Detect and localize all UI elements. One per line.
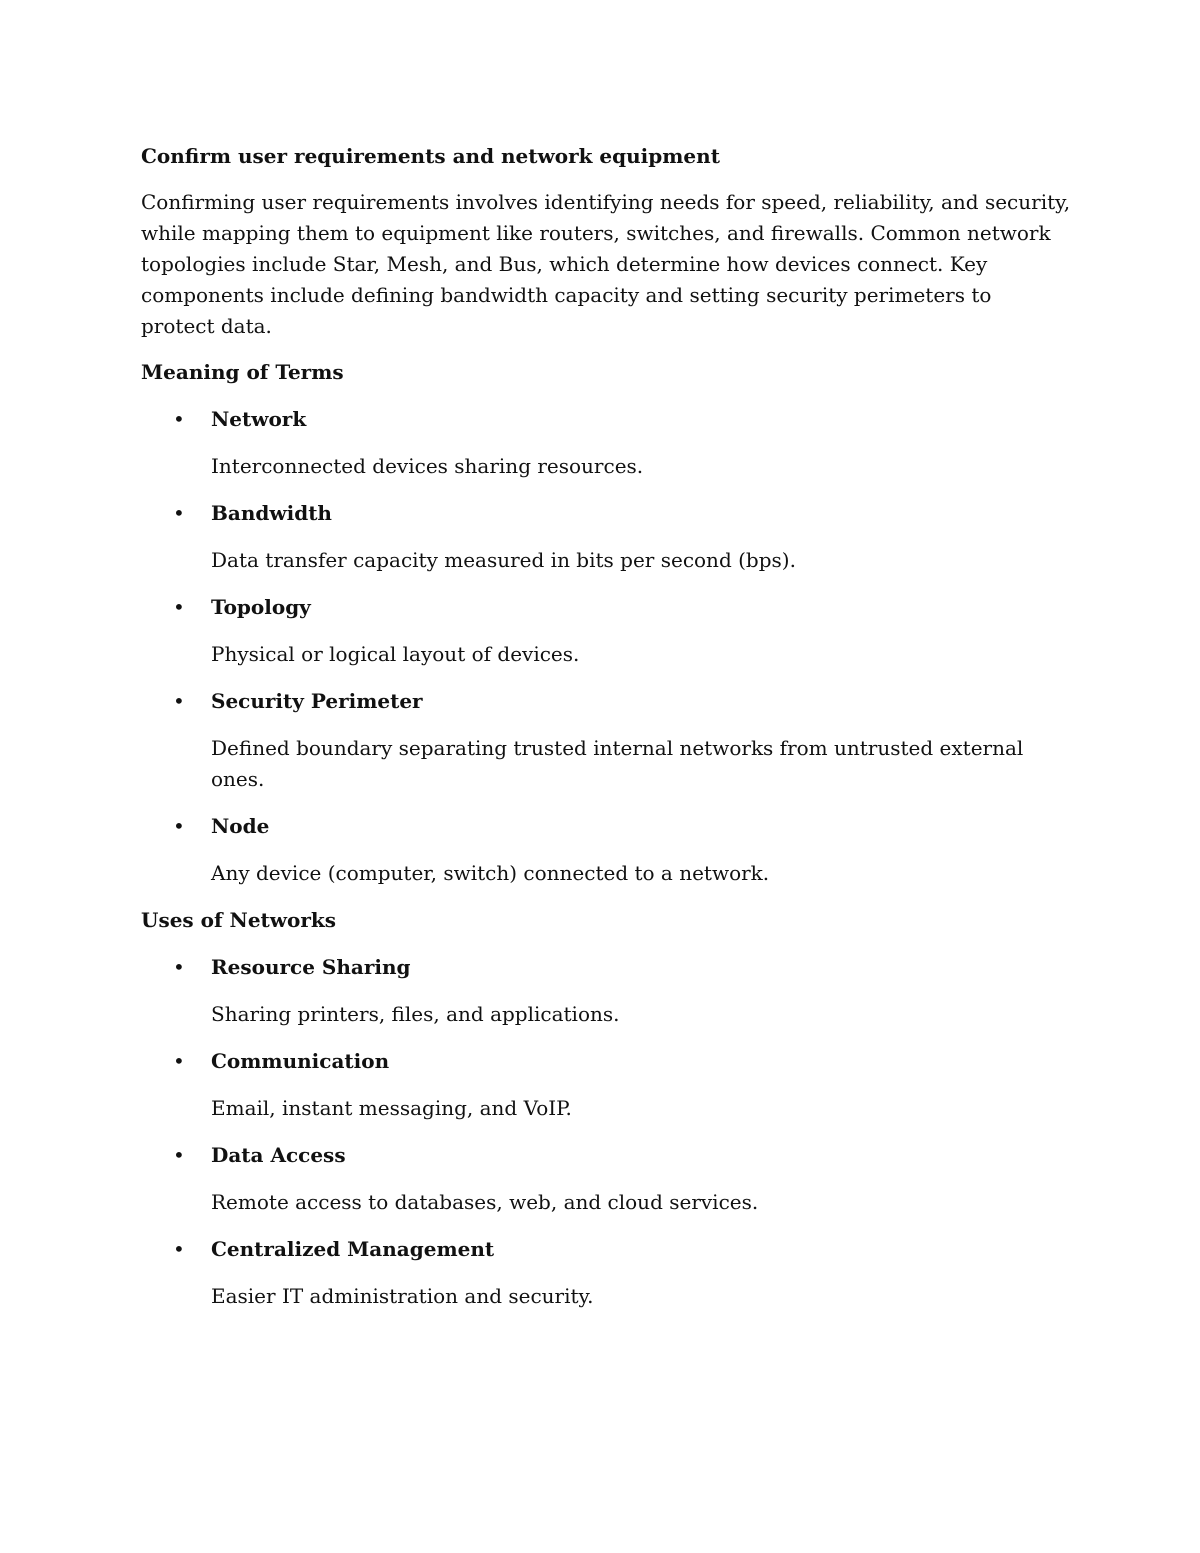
uses-of-networks-heading: Uses of Networks	[141, 908, 337, 932]
list-item	[141, 1140, 1071, 1218]
term-description: Defined boundary separating trusted internal networks from untrusted external ones.	[211, 736, 1024, 791]
term-label: Topology	[211, 595, 311, 619]
bullet-icon: •	[173, 407, 185, 431]
term-label: Network	[211, 407, 307, 431]
list-item	[141, 686, 1071, 795]
meaning-of-terms-heading: Meaning of Terms	[141, 360, 344, 384]
term-label: Data Access	[211, 1143, 346, 1167]
term-label: Communication	[211, 1049, 390, 1073]
term-description: Easier IT administration and security.	[211, 1284, 594, 1308]
document-title: Confirm user requirements and network equipment	[141, 144, 720, 168]
term-label: Centralized Management	[211, 1237, 495, 1261]
term-label: Node	[211, 814, 270, 838]
bullet-icon: •	[173, 1049, 185, 1073]
term-description: Sharing printers, files, and applications.	[211, 1002, 620, 1026]
list-item	[141, 811, 1071, 889]
bullet-icon: •	[173, 689, 185, 713]
list-item	[141, 498, 1071, 576]
list-item	[141, 1046, 1071, 1124]
document-page	[141, 141, 1071, 1328]
list-item	[141, 592, 1071, 670]
bullet-icon: •	[173, 595, 185, 619]
list-item	[141, 404, 1071, 482]
list-item	[141, 952, 1071, 1030]
bullet-icon: •	[173, 501, 185, 525]
term-label: Resource Sharing	[211, 955, 411, 979]
bullet-icon: •	[173, 1237, 185, 1261]
term-description: Email, instant messaging, and VoIP.	[211, 1096, 572, 1120]
term-label: Security Perimeter	[211, 689, 423, 713]
term-description: Physical or logical layout of devices.	[211, 642, 580, 666]
term-description: Data transfer capacity measured in bits per second (bps).	[211, 548, 796, 572]
term-description: Interconnected devices sharing resources.	[211, 454, 644, 478]
uses-of-networks-list	[141, 952, 1071, 1312]
bullet-icon: •	[173, 955, 185, 979]
bullet-icon: •	[173, 814, 185, 838]
meaning-of-terms-list	[141, 404, 1071, 889]
list-item	[141, 1234, 1071, 1312]
term-description: Any device (computer, switch) connected to a network.	[211, 861, 770, 885]
bullet-icon: •	[173, 1143, 185, 1167]
intro-paragraph: Confirming user requirements involves identifying needs for speed, reliability, and security, while mapping them to equipment like routers, switches, and firewalls. Common network topologies include Star, Mesh, and Bus, which determine how devices connect. Key components include defining bandwidth capacity and setting security perimeters to protect data.	[141, 190, 1071, 338]
term-label: Bandwidth	[211, 501, 332, 525]
term-description: Remote access to databases, web, and cloud services.	[211, 1190, 759, 1214]
